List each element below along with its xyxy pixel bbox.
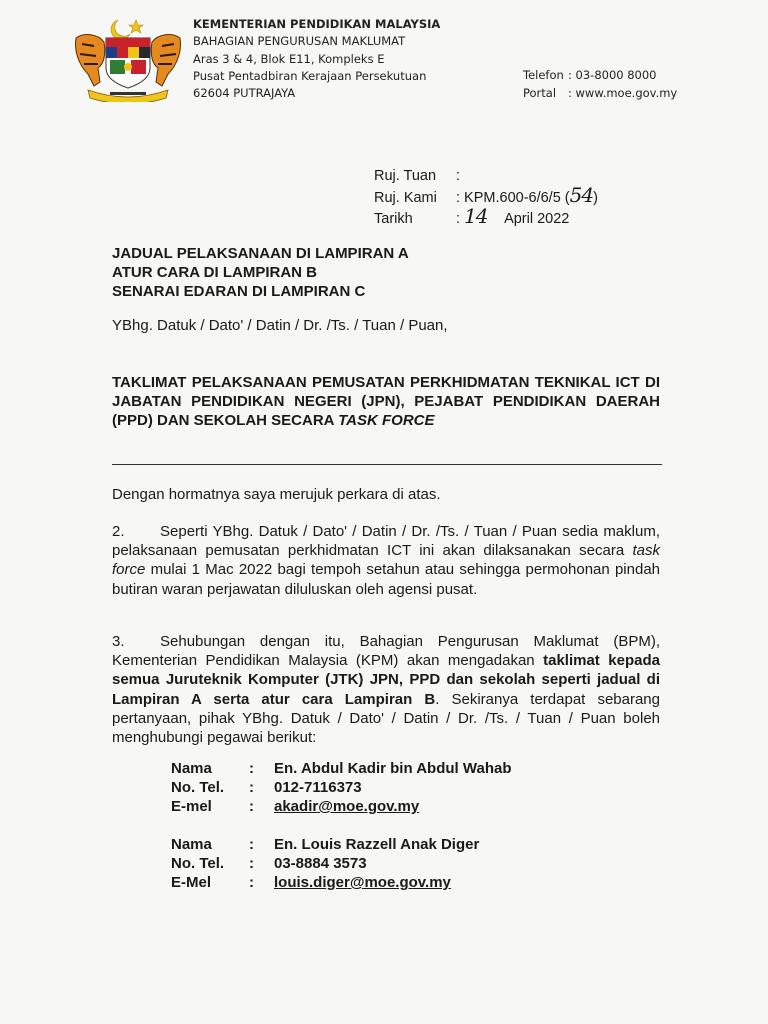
address-line-2: Pusat Pentadbiran Kerajaan Persekutuan [193, 68, 427, 83]
ruj-tuan-label: Ruj. Tuan [374, 168, 437, 184]
contact-email-label: E-mel [171, 798, 212, 815]
ministry-name: KEMENTERIAN PENDIDIKAN MALAYSIA [193, 17, 441, 31]
contact-tel-label: No. Tel. [171, 855, 225, 872]
paragraph-3-bold: taklimat kepada semua Juruteknik Komputer (JTK) JPN, PPD dan sekolah seperti jadual di Lampiran A serta atur cara Lampiran B [112, 652, 660, 708]
paragraph-3-number: 3. [112, 633, 125, 650]
reference-block [374, 167, 598, 229]
malaysia-coat-of-arms-icon [70, 16, 186, 102]
heading-lampiran-a: JADUAL PELAKSANAAN DI LAMPIRAN A [112, 245, 409, 262]
division-name: BAHAGIAN PENGURUSAN MAKLUMAT [193, 34, 406, 49]
subject-text: TAKLIMAT PELAKSANAAN PEMUSATAN PERKHIDMATAN TEKNIKAL ICT DI JABATAN PENDIDIKAN NEGERI (JPN), PEJABAT PENDIDIKAN DAERAH (PPD) DAN SEKOLAH SECARA [112, 374, 660, 429]
contact-colon: : [249, 760, 254, 777]
salutation: YBhg. Datuk / Dato' / Datin / Dr. /Ts. / Tuan / Puan, [112, 317, 448, 334]
tarikh-handwritten-day: 14 [464, 204, 488, 228]
paragraph-2-italic: task force [112, 542, 660, 579]
paragraph-3-text-a: Sehubungan dengan itu, Bahagian Pengurusan Maklumat (BPM), Kementerian Pendidikan Malaysia (KPM) akan mengadakan [112, 633, 660, 670]
contact-name-label: Nama [171, 836, 212, 853]
paragraph-2-text-a: Seperti YBhg. Datuk / Dato' / Datin / Dr. /Ts. / Tuan / Puan sedia maklum, pelaksanaan pemusatan perkhidmatan ICT ini akan dilaksanakan secara [112, 523, 660, 560]
letterhead [193, 16, 440, 102]
contact-name-label: Nama [171, 760, 212, 777]
contact-colon: : [249, 874, 254, 891]
contact-colon: : [249, 855, 254, 872]
heading-lampiran-c: SENARAI EDARAN DI LAMPIRAN C [112, 283, 366, 300]
paragraph-3-text-b: . Sekiranya terdapat sebarang pertanyaan, pihak YBhg. Datuk / Dato' / Datin / Dr. /Ts. / Tuan / Puan boleh menghubungi pegawai berikut: [112, 690, 660, 747]
contact-colon: : [249, 836, 254, 853]
letterhead-contact [523, 67, 677, 102]
contact-name: En. Abdul Kadir bin Abdul Wahab [274, 760, 512, 777]
subject-italic: TASK FORCE [338, 412, 435, 429]
contact-name: En. Louis Razzell Anak Diger [274, 836, 480, 853]
subject-divider [112, 464, 662, 465]
phone-value: : 03-8000 8000 [568, 68, 657, 82]
portal-value: : www.moe.gov.my [568, 85, 678, 100]
address-line-1: Aras 3 & 4, Blok E11, Kompleks E [193, 51, 385, 66]
contact-tel: 012-7116373 [274, 779, 362, 796]
contact-colon: : [249, 779, 254, 796]
contact-block-2 [171, 835, 479, 892]
ruj-kami-value: : KPM.600-6/6/5 ( [456, 189, 570, 206]
contact-email-link[interactable]: louis.diger@moe.gov.my [274, 874, 451, 891]
paragraph-2-text-b: mulai 1 Mac 2022 bagi tempoh setahun atau sehingga permohonan pindah butiran waran perjawatan diluluskan oleh agensi pusat. [112, 561, 660, 598]
paragraph-2 [112, 522, 660, 599]
contact-colon: : [249, 798, 254, 815]
contact-email-label: E-Mel [171, 874, 212, 891]
ruj-kami-close: ) [593, 189, 598, 206]
letter-subject [112, 373, 660, 430]
enclosure-headings [112, 244, 409, 301]
ruj-tuan-value: : [456, 168, 461, 184]
tarikh-colon: : [456, 211, 461, 227]
contact-email-link[interactable]: akadir@moe.gov.my [274, 798, 420, 815]
tarikh-label: Tarikh [374, 211, 413, 227]
contact-tel: 03-8884 3573 [274, 855, 367, 872]
heading-lampiran-b: ATUR CARA DI LAMPIRAN B [112, 264, 317, 281]
phone-label: Telefon [523, 68, 564, 82]
ruj-kami-handwritten-number: 54 [569, 182, 594, 207]
address-line-3: 62604 PUTRAJAYA [193, 86, 296, 101]
paragraph-1: Dengan hormatnya saya merujuk perkara di atas. [112, 486, 441, 503]
portal-label: Portal [523, 85, 557, 100]
contact-block-1 [171, 759, 511, 816]
contact-tel-label: No. Tel. [171, 779, 225, 796]
paragraph-2-number: 2. [112, 523, 125, 540]
paragraph-3 [112, 632, 660, 747]
tarikh-month-year: April 2022 [504, 211, 570, 227]
ruj-kami-label: Ruj. Kami [374, 189, 437, 206]
